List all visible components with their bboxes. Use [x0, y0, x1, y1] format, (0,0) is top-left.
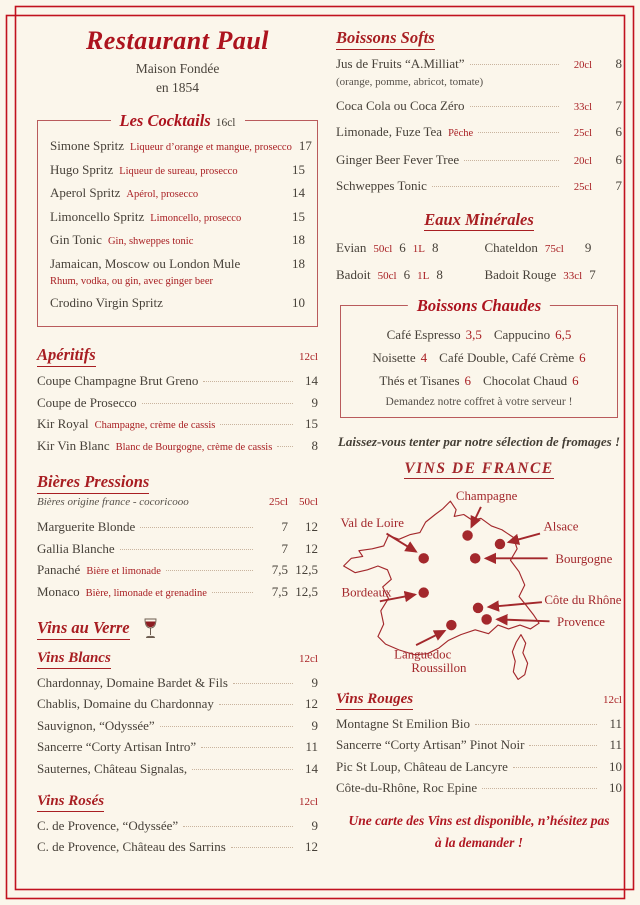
founded-text: Maison Fondée — [135, 61, 220, 76]
menu-item: Sauvignon, “Odyssée” 9 — [37, 717, 318, 733]
serving-size: 16cl — [215, 116, 236, 129]
dot-leader — [233, 683, 293, 684]
section-title: VINS DE FRANCE — [404, 459, 554, 477]
menu-item: Hugo Spritz Liqueur de sureau, prosecco 15 — [50, 161, 305, 177]
dot-leader — [120, 549, 253, 550]
restaurant-name: Restaurant Paul — [85, 26, 270, 55]
dot-leader — [201, 747, 293, 748]
region-label-roussillon: Roussillon — [411, 660, 467, 675]
menu-item: Ginger Beer Fever Tree 20cl 6 — [336, 151, 622, 167]
cocktails-title — [110, 111, 244, 131]
menu-item: Sancerre “Corty Artisan” Pinot Noir 11 — [336, 737, 622, 752]
dot-leader — [212, 592, 253, 593]
region-label-val-de-loire: Val de Loire — [340, 515, 405, 530]
arrow-cote-du-rhone — [489, 602, 542, 607]
section-title: Bières Pressions — [37, 472, 149, 494]
dot-leader — [142, 403, 293, 404]
region-dot-champagne — [462, 530, 472, 540]
section-title: Les Cocktails — [119, 110, 211, 130]
dot-leader — [482, 788, 597, 789]
region-dot-bordeaux — [418, 587, 428, 597]
dot-leader — [277, 446, 293, 447]
menu-item: Monaco Bière, limonade et grenadine 7,5 12,5 — [37, 583, 318, 599]
wine-glass-icon — [142, 618, 159, 640]
section-title: Apéritifs — [37, 345, 96, 367]
dot-leader — [432, 186, 559, 187]
menu-item: Limonade, Fuze Tea Pêche 25cl 6 — [336, 123, 622, 139]
subsection-title: Vins Rouges — [336, 691, 413, 710]
dot-leader — [513, 767, 597, 768]
founded-line — [37, 60, 318, 98]
column-header-25cl: 25cl — [269, 495, 288, 508]
menu-item-row: Café Espresso 3,5 Cappucino 6,5 — [386, 326, 572, 342]
menu-item: Kir Royal Champagne, crème de cassis 15 — [37, 416, 318, 432]
menu-item: Simone Spritz Liqueur d’orange et mangue, prosecco 17 — [50, 138, 312, 154]
mineral-waters-section — [336, 210, 622, 283]
menu-item: Chablis, Domaine du Chardonnay 12 — [37, 696, 318, 712]
region-label-cote-du-rhone: Côte du Rhône — [544, 592, 622, 607]
left-column — [37, 26, 318, 861]
menu-item: Crodino Virgin Spritz 10 — [50, 294, 305, 310]
serving-size: 12cl — [299, 795, 318, 808]
menu-item: Kir Vin Blanc Blanc de Bourgogne, crème de cassis 8 — [37, 437, 318, 453]
section-title: Eaux Minérales — [424, 209, 534, 229]
france-wine-map — [336, 480, 622, 697]
hot-drinks-title — [408, 296, 550, 316]
region-label-bordeaux: Bordeaux — [341, 584, 392, 599]
serving-size: 12cl — [299, 351, 318, 364]
dot-leader — [470, 64, 559, 65]
section-title: Boissons Softs — [336, 28, 435, 50]
region-label-provence: Provence — [557, 614, 605, 629]
corsica-outline — [512, 634, 527, 679]
menu-item-row: Noisette 4 Café Double, Café Crème 6 — [372, 349, 586, 365]
region-label-languedoc: Languedoc — [394, 646, 452, 661]
menu-item-row: Thés et Tisanes 6 Chocolat Chaud 6 — [379, 372, 579, 388]
beers-subtitle: Bières origine france - cocoricooo — [37, 495, 189, 508]
wine-list-note: Une carte des Vins est disponible, n’hésitez pas à la demander ! — [348, 813, 610, 851]
region-label-bourgogne: Bourgogne — [555, 551, 613, 566]
wines-of-france-header — [336, 460, 622, 478]
region-dot-provence — [481, 614, 491, 624]
menu-item: C. de Provence, Château des Sarrins 12 — [37, 839, 318, 855]
menu-item: Marguerite Blonde 7 12 — [37, 519, 318, 535]
cocktails-section — [37, 110, 318, 328]
menu-item: Gin Tonic Gin, shweppes tonic 18 — [50, 232, 305, 248]
menu-item: Jus de Fruits “A.Milliat” 20cl 8 — [336, 56, 622, 71]
wine-by-glass-section — [37, 618, 318, 856]
menu-item: Badoit Rouge 33cl 7 — [484, 266, 596, 282]
subsection-title: Vins Blancs — [37, 650, 111, 669]
dot-leader — [475, 724, 597, 725]
menu-item: Côte-du-Rhône, Roc Epine 10 — [336, 780, 622, 795]
menu-item: Coupe de Prosecco 9 — [37, 394, 318, 410]
menu-item: Panaché Bière et limonade 7,5 12,5 — [37, 562, 318, 578]
menu-item: Chardonnay, Domaine Bardet & Fils 9 — [37, 674, 318, 690]
menu-item: Jamaican, Moscow ou London Mule 18 — [50, 255, 305, 271]
section-title: Boissons Chaudes — [416, 295, 542, 315]
arrow-languedoc — [416, 630, 445, 644]
soft-drinks-section — [336, 28, 622, 194]
menu-item: Evian 50cl 6 1L 8 — [336, 239, 439, 255]
region-dot-cote-du-rhone — [473, 602, 483, 612]
dot-leader — [203, 381, 293, 382]
dot-leader — [478, 132, 559, 133]
menu-item: Sancerre “Corty Artisan Intro” 11 — [37, 739, 318, 755]
region-dot-alsace — [495, 538, 505, 548]
dot-leader — [140, 527, 253, 528]
restaurant-header — [37, 26, 318, 98]
menu-item: Montagne St Emilion Bio 11 — [336, 715, 622, 731]
menu-item: Gallia Blanche 7 12 — [37, 540, 318, 556]
dot-leader — [192, 769, 293, 770]
aperitifs-section — [37, 345, 318, 454]
cheese-note: Laissez-vous tenter par notre sélection de fromages ! — [337, 433, 620, 449]
region-dot-languedoc — [446, 619, 456, 629]
dot-leader — [231, 847, 293, 848]
right-column — [336, 26, 622, 855]
coffret-note: Demandez notre coffret à votre serveur ! — [385, 395, 573, 408]
dot-leader — [160, 726, 293, 727]
serving-size: 12cl — [603, 693, 622, 706]
menu-item: Schweppes Tonic 25cl 7 — [336, 177, 622, 193]
arrow-provence — [497, 619, 549, 621]
region-label-champagne: Champagne — [455, 488, 518, 503]
menu-item: Aperol Spritz Apérol, prosecco 14 — [50, 185, 305, 201]
menu-item: Coca Cola ou Coca Zéro 33cl 7 — [336, 97, 622, 113]
menu-item-description: Rhum, vodka, ou gin, avec ginger beer — [50, 276, 213, 288]
menu-item: Coupe Champagne Brut Greno 14 — [37, 373, 318, 389]
arrow-champagne — [471, 506, 481, 526]
dot-leader — [219, 704, 293, 705]
beers-section — [37, 472, 318, 600]
subsection-title: Vins Rosés — [37, 793, 104, 812]
menu-item: Sauternes, Château Signalas, 14 — [37, 760, 318, 776]
menu-item: Limoncello Spritz Limoncello, prosecco 15 — [50, 208, 305, 224]
menu-item-note: (orange, pomme, abricot, tomate) — [336, 75, 484, 88]
section-title: Vins au Verre — [37, 618, 130, 640]
region-label-alsace: Alsace — [543, 519, 579, 534]
dot-leader — [166, 570, 253, 571]
dot-leader — [470, 106, 559, 107]
founded-year: en 1854 — [155, 79, 200, 95]
menu-item: Chateldon 75cl 9 — [484, 239, 592, 255]
region-dot-val-de-loire — [418, 553, 428, 563]
dot-leader — [220, 424, 293, 425]
dot-leader — [464, 160, 559, 161]
dot-leader — [183, 826, 293, 827]
red-wines-section — [336, 691, 622, 797]
menu-item: Badoit 50cl 6 1L 8 — [336, 266, 443, 282]
dot-leader — [529, 745, 597, 746]
serving-size: 12cl — [299, 652, 318, 665]
hot-drinks-section — [340, 295, 618, 418]
menu-item: C. de Provence, “Odyssée” 9 — [37, 817, 318, 833]
menu-item: Pic St Loup, Château de Lancyre 10 — [336, 758, 622, 774]
column-header-50cl: 50cl — [299, 495, 318, 508]
arrow-val-de-loire — [387, 533, 417, 551]
france-map-svg — [336, 480, 622, 692]
region-dot-bourgogne — [470, 553, 480, 563]
